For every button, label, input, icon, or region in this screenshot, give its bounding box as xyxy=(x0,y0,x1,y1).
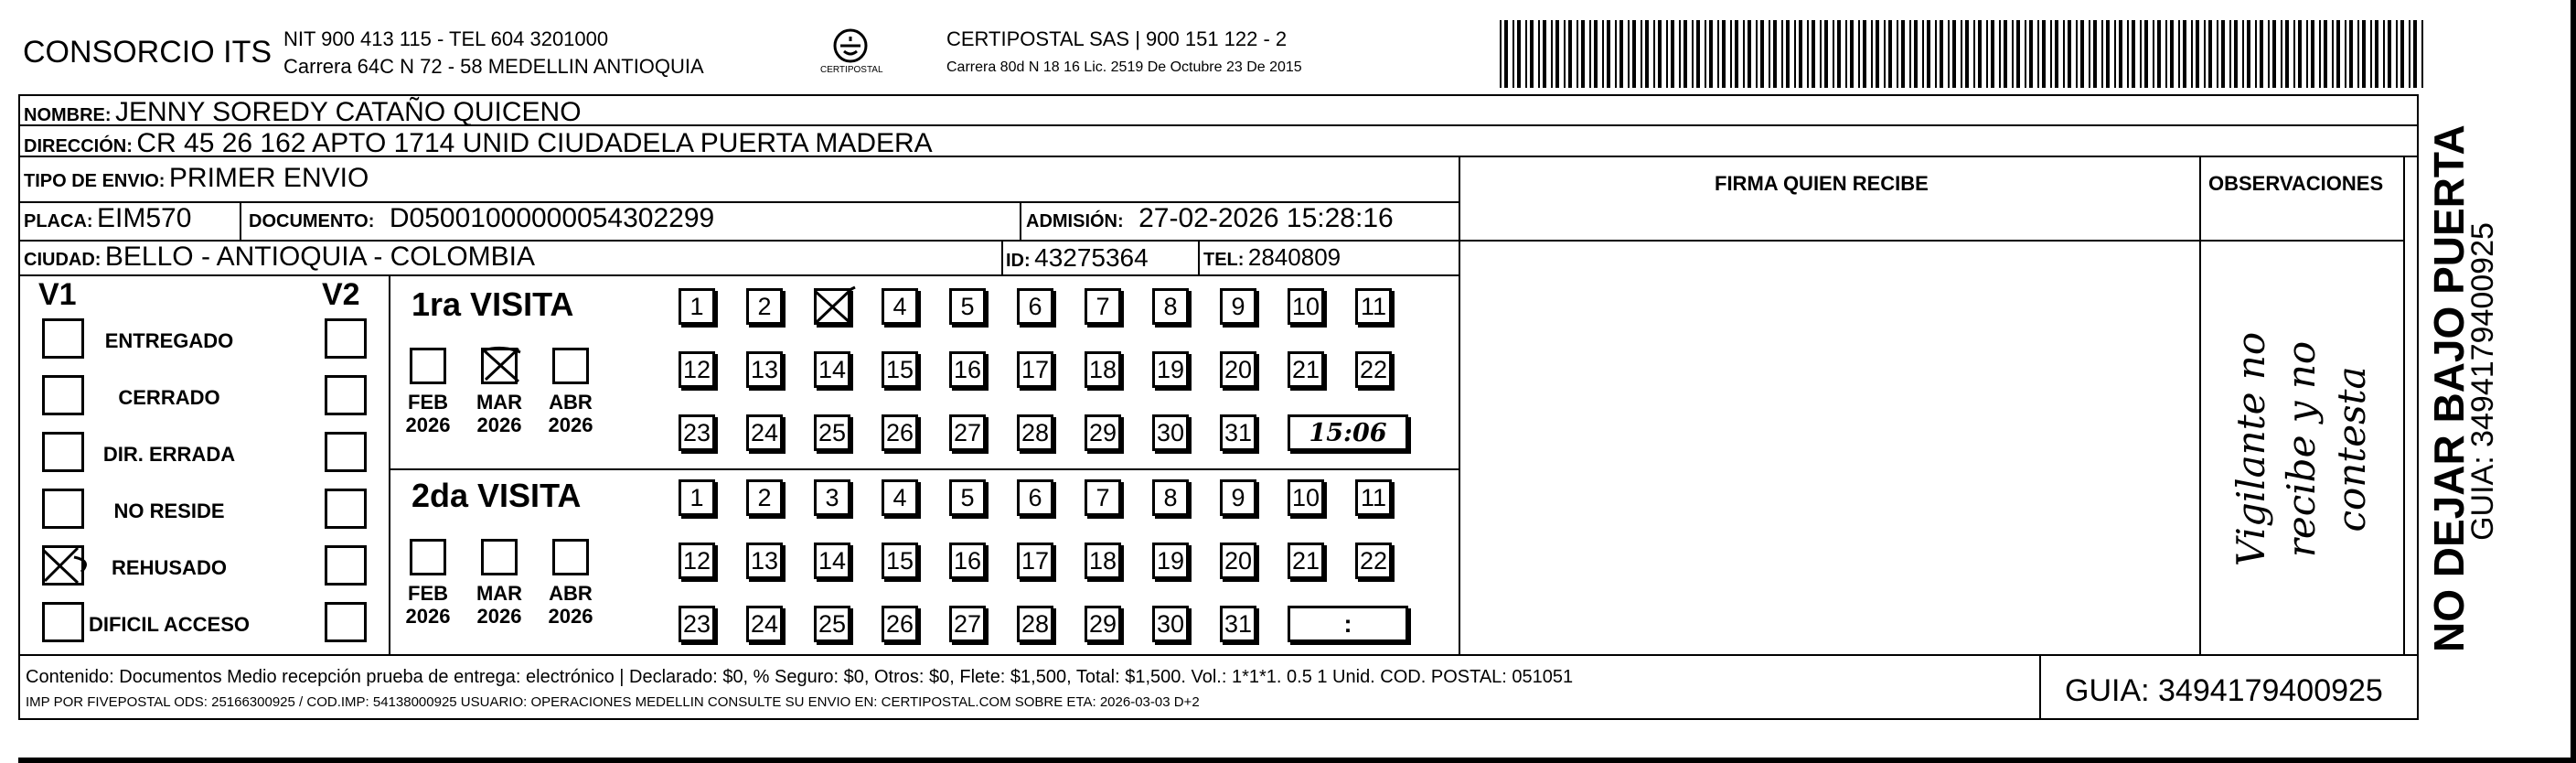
barcode-bar xyxy=(2260,20,2263,88)
barcode-bar xyxy=(1551,20,1553,88)
barcode-bar xyxy=(1769,20,1770,88)
barcode-bar xyxy=(2050,20,2052,88)
barcode-bar xyxy=(1589,20,1591,88)
barcode-bar xyxy=(2153,20,2154,88)
barcode-bar xyxy=(1512,20,1514,88)
day-box[interactable]: 9 xyxy=(1220,479,1256,516)
barcode-bar xyxy=(1517,20,1521,88)
day-box[interactable]: 19 xyxy=(1152,543,1189,579)
barcode-bar xyxy=(2217,20,2218,88)
day-box[interactable]: 8 xyxy=(1152,479,1189,516)
barcode-bar xyxy=(1743,20,1745,88)
visit-time-box[interactable]: : xyxy=(1288,606,1408,642)
barcode-bar xyxy=(2229,20,2231,88)
barcode-bar xyxy=(2165,20,2167,88)
day-box[interactable]: 21 xyxy=(1288,543,1324,579)
day-box[interactable]: 29 xyxy=(1085,414,1121,451)
day-box[interactable]: 28 xyxy=(1017,606,1053,642)
barcode-bar xyxy=(1850,20,1854,88)
barcode-bar xyxy=(2293,20,2295,88)
day-box[interactable]: 2 xyxy=(746,479,783,516)
nombre-value: JENNY SOREDY CATAÑO QUICENO xyxy=(115,97,582,127)
barcode-bar xyxy=(1909,20,1911,88)
barcode-bar xyxy=(1658,20,1662,88)
day-box[interactable]: 24 xyxy=(746,606,783,642)
day-box[interactable]: 8 xyxy=(1152,288,1189,325)
v2-checkbox-no-reside[interactable] xyxy=(325,489,367,529)
barcode-bar xyxy=(1666,20,1668,88)
barcode-bar xyxy=(1973,20,1975,88)
barcode-bar xyxy=(2336,20,2340,88)
day-box[interactable]: 4 xyxy=(882,479,918,516)
observaciones-note xyxy=(2206,247,2398,650)
barcode-bar xyxy=(2400,20,2404,88)
barcode-bar xyxy=(1965,20,1969,88)
barcode-bar xyxy=(1577,20,1578,88)
barcode-bar xyxy=(1773,20,1777,88)
barcode-bar xyxy=(1807,20,1809,88)
month-checkbox-mar[interactable] xyxy=(481,539,518,575)
day-box[interactable]: 29 xyxy=(1085,606,1121,642)
barcode-bar xyxy=(1653,20,1655,88)
barcode-bar xyxy=(1876,20,1879,88)
footer-guia: GUIA: 3494179400925 xyxy=(2065,673,2383,708)
barcode-bar xyxy=(1717,20,1719,88)
footer-imp-line: IMP POR FIVEPOSTAL ODS: 25166300925 / COD.IMP: 54138000925 USUARIO: OPERACIONES MEDELLIN CONSULTE SU ENVIO EN: CERTIPOSTAL.COM SOBRE ETA: 2026-03-03 D+2 xyxy=(26,694,1200,710)
status-label: ENTREGADO xyxy=(104,329,234,352)
barcode-bar xyxy=(1901,20,1905,88)
barcode-bar xyxy=(2191,20,2193,88)
v2-header: V2 xyxy=(322,277,360,312)
barcode-bar xyxy=(2127,20,2129,88)
barcode-bar xyxy=(1914,20,1918,88)
barcode-bar xyxy=(2106,20,2110,88)
company-name: CONSORCIO ITS xyxy=(23,35,273,70)
barcode-bar xyxy=(1927,20,1930,88)
month-checkbox-abr[interactable] xyxy=(552,348,589,384)
barcode-bar xyxy=(1858,20,1860,88)
barcode-bar xyxy=(1824,20,1828,88)
nombre-label: NOMBRE: xyxy=(24,105,112,125)
id-label: ID: xyxy=(1006,251,1031,271)
day-box[interactable]: 26 xyxy=(882,606,918,642)
barcode-bar xyxy=(2170,20,2174,88)
barcode-bar xyxy=(2042,20,2046,88)
barcode-bar xyxy=(2004,20,2007,88)
day-box[interactable]: 12 xyxy=(679,351,715,388)
day-box[interactable]: 7 xyxy=(1085,479,1121,516)
no-dejar-warning: NO DEJAR BAJO PUERTA xyxy=(2425,124,2473,652)
status-label: REHUSADO xyxy=(112,556,227,579)
month-checkbox-feb[interactable] xyxy=(410,539,446,575)
day-box[interactable]: 10 xyxy=(1288,479,1324,516)
status-label: DIFICIL ACCESO xyxy=(88,613,250,636)
barcode-bar xyxy=(1748,20,1751,88)
barcode-bar xyxy=(1615,20,1617,88)
barcode-bar xyxy=(1645,20,1649,88)
day-box[interactable]: 15 xyxy=(882,351,918,388)
barcode-bar xyxy=(2298,20,2302,88)
barcode-bar xyxy=(2396,20,2398,88)
v2-checkbox-cerrado[interactable] xyxy=(325,375,367,415)
barcode-bar xyxy=(2025,20,2026,88)
barcode-bar xyxy=(2114,20,2116,88)
barcode-bar xyxy=(1935,20,1937,88)
barcode-bar xyxy=(1863,20,1866,88)
day-box[interactable]: 17 xyxy=(1017,543,1053,579)
barcode-bar xyxy=(2375,20,2378,88)
barcode-bar xyxy=(2144,20,2148,88)
barcode-bar xyxy=(2247,20,2250,88)
day-box[interactable]: 28 xyxy=(1017,414,1053,451)
day-box[interactable]: 23 xyxy=(679,606,715,642)
carrier-info-1: CERTIPOSTAL SAS | 900 151 122 - 2 xyxy=(946,27,1288,50)
barcode-bar xyxy=(1671,20,1674,88)
day-box[interactable] xyxy=(814,288,850,325)
day-box[interactable]: 21 xyxy=(1288,351,1324,388)
month-label: FEB 2026 xyxy=(405,391,451,437)
barcode-bar xyxy=(2357,20,2359,88)
barcode-bar xyxy=(1999,20,2001,88)
month-label: MAR 2026 xyxy=(476,391,523,437)
tipo-envio-value: PRIMER ENVIO xyxy=(168,163,369,193)
day-box[interactable]: 30 xyxy=(1152,414,1189,451)
barcode-bar xyxy=(1978,20,1982,88)
check-mark-icon xyxy=(811,285,857,328)
ciudad-label: CIUDAD: xyxy=(24,250,102,270)
barcode-bar xyxy=(1760,20,1764,88)
barcode-bar xyxy=(2012,20,2014,88)
observaciones-line-1: Vigilante no xyxy=(2229,331,2273,567)
day-box[interactable]: 31 xyxy=(1220,414,1256,451)
day-box[interactable]: 22 xyxy=(1355,351,1392,388)
day-box[interactable]: 20 xyxy=(1220,351,1256,388)
barcode-bar xyxy=(1952,20,1956,88)
barcode-bar xyxy=(1692,20,1694,88)
barcode-bar xyxy=(1820,20,1822,88)
documento-value: D05001000000054302299 xyxy=(389,203,715,233)
tel-value: 2840809 xyxy=(1247,243,1341,271)
status-label: CERRADO xyxy=(118,386,220,409)
barcode-bar xyxy=(2063,20,2065,88)
day-box[interactable]: 7 xyxy=(1085,288,1121,325)
day-box[interactable]: 12 xyxy=(679,543,715,579)
day-box[interactable]: 13 xyxy=(746,351,783,388)
month-label: FEB 2026 xyxy=(405,582,451,629)
tel-label: TEL: xyxy=(1203,250,1245,270)
day-box[interactable]: 11 xyxy=(1355,479,1392,516)
placa-label: PLACA: xyxy=(24,211,93,231)
barcode-bar xyxy=(2255,20,2257,88)
barcode-bar xyxy=(1812,20,1815,88)
barcode-bar xyxy=(2370,20,2372,88)
v2-checkbox-dificil-acceso[interactable] xyxy=(325,602,367,642)
direccion-value: CR 45 26 162 APTO 1714 UNID CIUDADELA PUERTA MADERA xyxy=(136,128,933,158)
day-box[interactable]: 14 xyxy=(814,543,850,579)
barcode-bar xyxy=(1679,20,1681,88)
barcode-bar xyxy=(2362,20,2366,88)
certipostal-logo xyxy=(818,26,882,81)
day-box[interactable]: 16 xyxy=(949,351,986,388)
barcode-bar xyxy=(2119,20,2122,88)
barcode-bar xyxy=(1722,20,1726,88)
barcode-bar xyxy=(2101,20,2103,88)
company-info-1: NIT 900 413 115 - TEL 604 3201000 xyxy=(283,27,609,50)
barcode-bar xyxy=(1543,20,1546,88)
barcode-bar xyxy=(2204,20,2206,88)
day-box[interactable]: 4 xyxy=(882,288,918,325)
v2-checkbox-dir-errada[interactable] xyxy=(325,432,367,472)
day-box[interactable]: 5 xyxy=(949,288,986,325)
barcode-bar xyxy=(2183,20,2186,88)
barcode-bar xyxy=(1538,20,1540,88)
barcode-bar xyxy=(1884,20,1886,88)
day-box[interactable]: 25 xyxy=(814,606,850,642)
day-box[interactable]: 6 xyxy=(1017,288,1053,325)
barcode-bar xyxy=(1794,20,1796,88)
barcode-bar xyxy=(1871,20,1873,88)
footer-content-line: Contenido: Documentos Medio recepción prueba de entrega: electrónico | Declarado: $0, % Seguro: $0, Otros: $0, Flete: $1,500, Total: $1,500. Vol.: 1*1*1. 0.5 1 Unid. COD. POSTAL: 051051 xyxy=(26,667,1574,687)
company-info-2: Carrera 64C N 72 - 58 MEDELLIN ANTIOQUIA xyxy=(283,55,704,78)
barcode-bar xyxy=(2421,20,2423,88)
barcode-bar xyxy=(1607,20,1610,88)
day-box[interactable]: 17 xyxy=(1017,351,1053,388)
visit-time-box[interactable]: 15:06 xyxy=(1288,414,1408,451)
day-box[interactable]: 6 xyxy=(1017,479,1053,516)
status-label: NO RESIDE xyxy=(113,500,225,522)
month-label: ABR 2026 xyxy=(548,391,593,437)
day-box[interactable]: 5 xyxy=(949,479,986,516)
first-visit-title: 1ra VISITA xyxy=(412,285,574,323)
barcode-bar xyxy=(2068,20,2071,88)
barcode-bar xyxy=(2324,20,2327,88)
day-box[interactable]: 18 xyxy=(1085,543,1121,579)
barcode-bar xyxy=(1628,20,1630,88)
day-box[interactable]: 19 xyxy=(1152,351,1189,388)
barcode-bar xyxy=(2409,20,2410,88)
barcode-bar xyxy=(1948,20,1950,88)
barcode-bar xyxy=(2306,20,2308,88)
id-value: 43275364 xyxy=(1034,243,1149,272)
barcode-bar xyxy=(2080,20,2084,88)
barcode-bar xyxy=(2178,20,2180,88)
barcode-bar xyxy=(2268,20,2270,88)
status-label: DIR. ERRADA xyxy=(102,443,236,466)
day-box[interactable]: 3 xyxy=(814,479,850,516)
barcode-bar xyxy=(2037,20,2039,88)
barcode-bar xyxy=(2242,20,2244,88)
barcode-bar xyxy=(2319,20,2321,88)
barcode-bar xyxy=(2208,20,2212,88)
day-box[interactable]: 1 xyxy=(679,479,715,516)
barcode-bar xyxy=(1705,20,1706,88)
barcode-bar xyxy=(2311,20,2314,88)
month-checkbox-abr[interactable] xyxy=(552,539,589,575)
day-box[interactable]: 25 xyxy=(814,414,850,451)
month-label: MAR 2026 xyxy=(476,582,523,629)
barcode-bar xyxy=(1735,20,1738,88)
day-box[interactable]: 16 xyxy=(949,543,986,579)
month-checkbox-mar[interactable] xyxy=(481,348,518,384)
day-box[interactable]: 20 xyxy=(1220,543,1256,579)
barcode-bar xyxy=(2132,20,2135,88)
barcode-bar xyxy=(1594,20,1598,88)
barcode-bar xyxy=(1897,20,1898,88)
barcode-bar xyxy=(2016,20,2020,88)
barcode-bar xyxy=(2089,20,2090,88)
barcode-bar xyxy=(1799,20,1802,88)
documento-label: DOCUMENTO: xyxy=(249,211,375,231)
day-box[interactable]: 30 xyxy=(1152,606,1189,642)
barcode-bar xyxy=(1730,20,1732,88)
barcode-bar xyxy=(1602,20,1604,88)
day-box[interactable]: 23 xyxy=(679,414,715,451)
barcode-bar xyxy=(1530,20,1534,88)
barcode-bar xyxy=(1991,20,1994,88)
day-box[interactable]: 26 xyxy=(882,414,918,451)
barcode-bar xyxy=(1786,20,1790,88)
barcode-bar xyxy=(1581,20,1585,88)
barcode-bar xyxy=(2076,20,2078,88)
barcode-bar xyxy=(1986,20,1988,88)
barcode-bar xyxy=(1504,20,1508,88)
barcode-bar xyxy=(2196,20,2199,88)
barcode-bar xyxy=(2093,20,2097,88)
observaciones-line-3: contesta xyxy=(2329,366,2374,532)
barcode-bar xyxy=(2349,20,2353,88)
barcode-bar xyxy=(1696,20,1700,88)
barcode-bar xyxy=(1683,20,1687,88)
v2-checkbox-rehusado[interactable] xyxy=(325,545,367,586)
day-box[interactable]: 2 xyxy=(746,288,783,325)
admision-value: 27-02-2026 15:28:16 xyxy=(1138,203,1394,233)
barcode-bar xyxy=(1888,20,1892,88)
month-checkbox-feb[interactable] xyxy=(410,348,446,384)
v2-checkbox-entregado[interactable] xyxy=(325,318,367,359)
day-box[interactable]: 10 xyxy=(1288,288,1324,325)
barcode-bar xyxy=(1500,20,1502,88)
admision-label: ADMISIÓN: xyxy=(1026,211,1124,231)
carrier-info-2: Carrera 80d N 18 16 Lic. 2519 De Octubre 23 De 2015 xyxy=(946,59,1302,75)
barcode-bar xyxy=(1525,20,1527,88)
barcode-bar xyxy=(2281,20,2282,88)
barcode-bar xyxy=(2157,20,2161,88)
barcode-bar xyxy=(2234,20,2238,88)
firma-header: FIRMA QUIEN RECIBE xyxy=(1715,172,1929,195)
barcode-bar xyxy=(1555,20,1559,88)
barcode-bar xyxy=(1641,20,1642,88)
barcode-bar xyxy=(2272,20,2276,88)
barcode-bar xyxy=(2413,20,2417,88)
barcode xyxy=(1500,20,2423,88)
barcode-bar xyxy=(2345,20,2346,88)
day-box[interactable]: 24 xyxy=(746,414,783,451)
barcode-bar xyxy=(1632,20,1636,88)
barcode-bar xyxy=(1961,20,1962,88)
barcode-bar xyxy=(1922,20,1924,88)
barcode-bar xyxy=(1756,20,1758,88)
observaciones-line-2: recibe y no xyxy=(2279,340,2324,558)
barcode-bar xyxy=(2285,20,2289,88)
day-box[interactable]: 31 xyxy=(1220,606,1256,642)
day-box[interactable]: 27 xyxy=(949,606,986,642)
day-box[interactable]: 27 xyxy=(949,414,986,451)
v1-header: V1 xyxy=(38,277,77,312)
check-mark-icon xyxy=(480,345,522,385)
barcode-bar xyxy=(2029,20,2033,88)
barcode-bar xyxy=(2332,20,2334,88)
barcode-bar xyxy=(1837,20,1841,88)
day-box[interactable]: 14 xyxy=(814,351,850,388)
tipo-envio-label: TIPO DE ENVIO: xyxy=(24,171,166,191)
barcode-bar xyxy=(1781,20,1783,88)
day-box[interactable]: 9 xyxy=(1220,288,1256,325)
day-box[interactable]: 1 xyxy=(679,288,715,325)
ciudad-value: BELLO - ANTIOQUIA - COLOMBIA xyxy=(104,242,536,272)
barcode-bar xyxy=(2055,20,2058,88)
barcode-bar xyxy=(1619,20,1623,88)
side-guia: GUIA: 3494179400925 xyxy=(2465,222,2500,541)
logo-caption: CERTIPOSTAL xyxy=(820,65,883,75)
barcode-bar xyxy=(2221,20,2225,88)
direccion-label: DIRECCIÓN: xyxy=(24,136,133,156)
barcode-bar xyxy=(1845,20,1847,88)
barcode-bar xyxy=(2140,20,2142,88)
barcode-bar xyxy=(1568,20,1572,88)
barcode-bar xyxy=(1940,20,1943,88)
day-box[interactable]: 13 xyxy=(746,543,783,579)
barcode-bar xyxy=(1833,20,1834,88)
day-box[interactable]: 15 xyxy=(882,543,918,579)
barcode-bar xyxy=(1564,20,1566,88)
barcode-bar xyxy=(1709,20,1713,88)
day-box[interactable]: 11 xyxy=(1355,288,1392,325)
month-label: ABR 2026 xyxy=(548,582,593,629)
second-visit-title: 2da VISITA xyxy=(412,477,582,514)
barcode-bar xyxy=(2388,20,2391,88)
day-box[interactable]: 18 xyxy=(1085,351,1121,388)
day-box[interactable]: 22 xyxy=(1355,543,1392,579)
observaciones-header: OBSERVACIONES xyxy=(2208,172,2384,195)
barcode-bar xyxy=(2383,20,2385,88)
placa-value: EIM570 xyxy=(97,203,192,233)
